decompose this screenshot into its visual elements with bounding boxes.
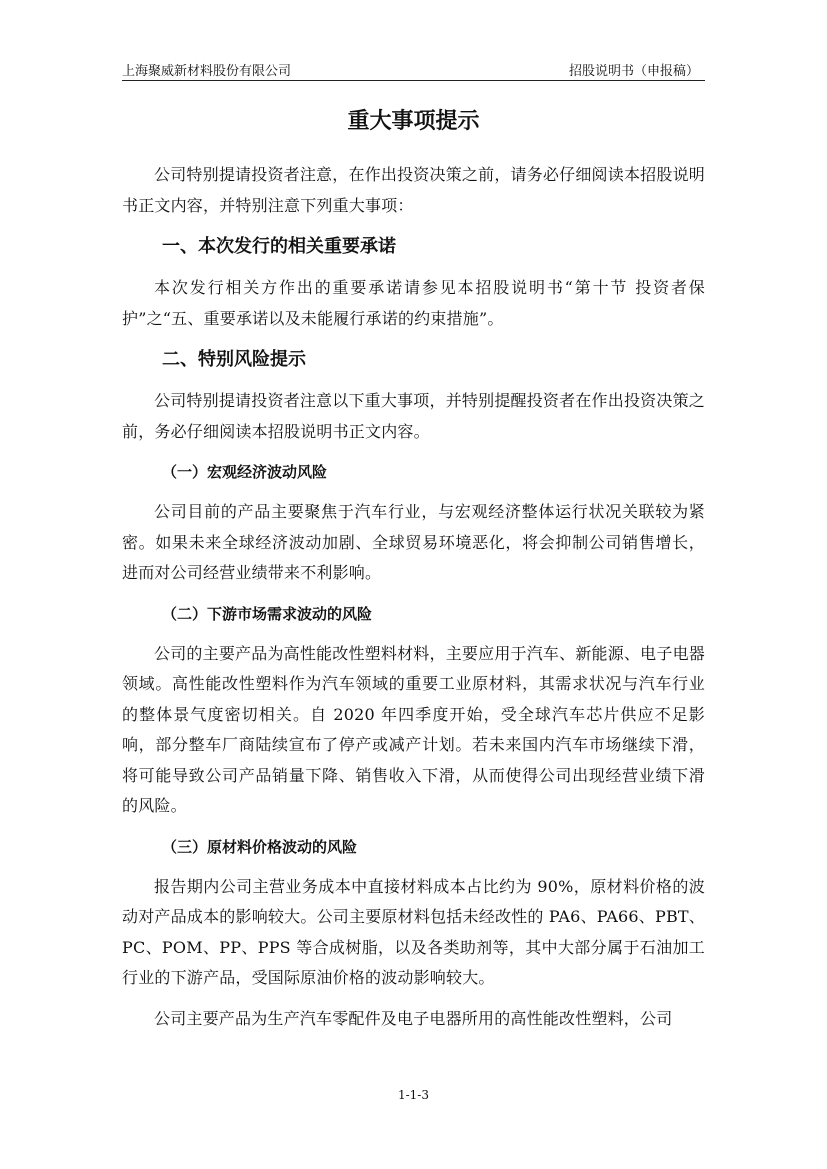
page-content xyxy=(122,104,705,1044)
page-number: 1-1-3 xyxy=(397,1088,429,1102)
section2-heading: 二、特别风险提示 xyxy=(162,349,306,370)
section1-heading: 一、本次发行的相关重要承诺 xyxy=(162,236,396,257)
subsection1-paragraph: 公司目前的产品主要聚焦于汽车行业，与宏观经济整体运行状况关联较为紧密。如果未来全球经济波动加剧、全球贸易环境恶化，将会抑制公司销售增长，进而对公司经营业绩带来不利影响。 xyxy=(122,502,705,582)
section1-paragraph: 本次发行相关方作出的重要承诺请参见本招股说明书“第十节 投资者保护”之“五、重要承诺以及未能履行承诺的约束措施”。 xyxy=(122,278,705,328)
subsection3-heading: （三）原材料价格波动的风险 xyxy=(162,837,358,856)
intro-paragraph: 公司特别提请投资者注意，在作出投资决策之前，请务必仔细阅读本招股说明书正文内容，并特别注意下列重大事项： xyxy=(122,165,705,215)
header-doc-type: 招股说明书（申报稿） xyxy=(568,64,699,79)
subsection2-paragraph: 公司的主要产品为高性能改性塑料材料，主要应用于汽车、新能源、电子电器领域。高性能改性塑料作为汽车领域的重要工业原材料，其需求状况与汽车行业的整体景气度密切相关。自 2020 年四季度开始，受全球汽车芯片供应不足影响，部分整车厂商陆续宣布了停产或减产计划。若未来国内汽车市场继续下滑，将可能导致公司产品销量下降、销售收入下滑，从而使得公司出现经营业绩下滑的风险。 xyxy=(122,643,705,815)
subsection2-heading: （二）下游市场需求波动的风险 xyxy=(162,604,373,623)
subsection3-paragraph-2: 公司主要产品为生产汽车零配件及电子电器所用的高性能改性塑料，公司 xyxy=(154,1008,673,1028)
subsection1-heading: （一）宏观经济波动风险 xyxy=(162,463,328,481)
subsection3-paragraph-1: 报告期内公司主营业务成本中直接材料成本占比约为 90%，原材料价格的波动对产品成本的影响较大。公司主要原材料包括未经改性的 PA6、PA66、PBT、PC、POM、PP、PPS 等合成树脂，以及各类助剂等，其中大部分属于石油加工行业的下游产品，受国际原油价格的波动影响较大。 xyxy=(122,876,705,987)
header-company: 上海聚威新材料股份有限公司 xyxy=(122,64,292,79)
page-header xyxy=(122,56,705,81)
page-title: 重大事项提示 xyxy=(347,109,480,134)
section2-paragraph: 公司特别提请投资者注意以下重大事项，并特别提醒投资者在作出投资决策之前，务必仔细阅读本招股说明书正文内容。 xyxy=(122,391,705,441)
